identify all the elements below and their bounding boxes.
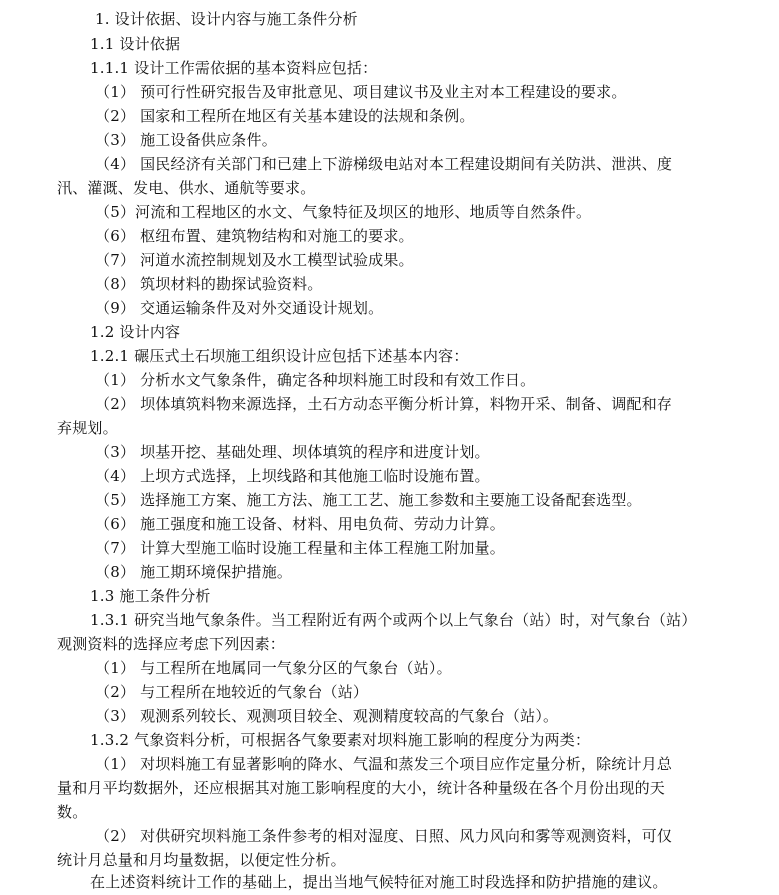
clause-text: 1.1.1 设计工作需依据的基本资料应包括： [90,59,378,77]
list-item: （1） 预可行性研究报告及审批意见、项目建议书及业主对本工程建设的要求。 [95,83,627,101]
subsection-heading: 1.3 施工条件分析 [90,587,211,605]
clause-text: 1.3.2 气象资料分析，可根据各气象要素对坝料施工影响的程度分为两类： [90,731,591,749]
list-item: （8） 筑坝材料的勘探试验资料。 [95,275,323,293]
paragraph-text: 在上述资料统计工作的基础上，提出当地气候特征对施工时段选择和防护措施的建议。 [90,873,668,891]
list-item-continuation: 数。 [57,803,88,821]
list-item: （6） 施工强度和施工设备、材料、用电负荷、劳动力计算。 [95,515,505,533]
list-item: （9） 交通运输条件及对外交通设计规划。 [95,299,384,317]
list-item: （1） 分析水文气象条件，确定各种坝料施工时段和有效工作日。 [95,371,536,389]
list-item: （3） 观测系列较长、观测项目较全、观测精度较高的气象台（站）。 [95,707,559,725]
list-item: （8） 施工期环境保护措施。 [95,563,293,581]
list-item: （3） 施工设备供应条件。 [95,131,277,149]
clause-text: 1.2.1 碾压式土石坝施工组织设计应包括下述基本内容： [90,347,469,365]
list-item: （6） 枢纽布置、建筑物结构和对施工的要求。 [95,227,414,245]
list-item: （2） 与工程所在地较近的气象台（站） [95,683,369,701]
list-item: （4） 国民经济有关部门和已建上下游梯级电站对本工程建设期间有关防洪、泄洪、度 [95,155,673,173]
list-item: （2） 对供研究坝料施工条件参考的相对湿度、日照、风力风向和雾等观测资料，可仅 [95,827,673,845]
section-heading: 1. 设计依据、设计内容与施工条件分析 [95,10,358,28]
clause-continuation: 观测资料的选择应考虑下列因素： [57,635,286,653]
list-item-continuation: 量和月平均数据外，还应根据其对施工影响程度的大小，统计各种量级在各个月份出现的天 [57,779,666,797]
list-item-continuation: 统计月总量和月均量数据，以便定性分析。 [57,851,346,869]
list-item: （1） 对坝料施工有显著影响的降水、气温和蒸发三个项目应作定量分析，除统计月总 [95,755,673,773]
subsection-heading: 1.1 设计依据 [90,35,181,53]
list-item: （4） 上坝方式选择，上坝线路和其他施工临时设施布置。 [95,467,490,485]
list-item: （1） 与工程所在地属同一气象分区的气象台（站）。 [95,659,452,677]
list-item: （2） 国家和工程所在地区有关基本建设的法规和条例。 [95,107,475,125]
subsection-heading: 1.2 设计内容 [90,323,181,341]
list-item: （3） 坝基开挖、基础处理、坝体填筑的程序和进度计划。 [95,443,490,461]
list-item: （7） 计算大型施工临时设施工程量和主体工程施工附加量。 [95,539,505,557]
list-item-continuation: 汛、灌溉、发电、供水、通航等要求。 [57,179,316,197]
list-item: （7） 河道水流控制规划及水工模型试验成果。 [95,251,414,269]
list-item: （5） 选择施工方案、施工方法、施工工艺、施工参数和主要施工设备配套选型。 [95,491,642,509]
list-item-continuation: 弃规划。 [57,419,118,437]
clause-text: 1.3.1 研究当地气象条件。当工程附近有两个或两个以上气象台（站）时，对气象台（站） [90,611,697,629]
list-item: （5）河流和工程地区的水文、气象特征及坝区的地形、地质等自然条件。 [95,203,592,221]
list-item: （2） 坝体填筑料物来源选择，土石方动态平衡分析计算，料物开采、制备、调配和存 [95,395,673,413]
